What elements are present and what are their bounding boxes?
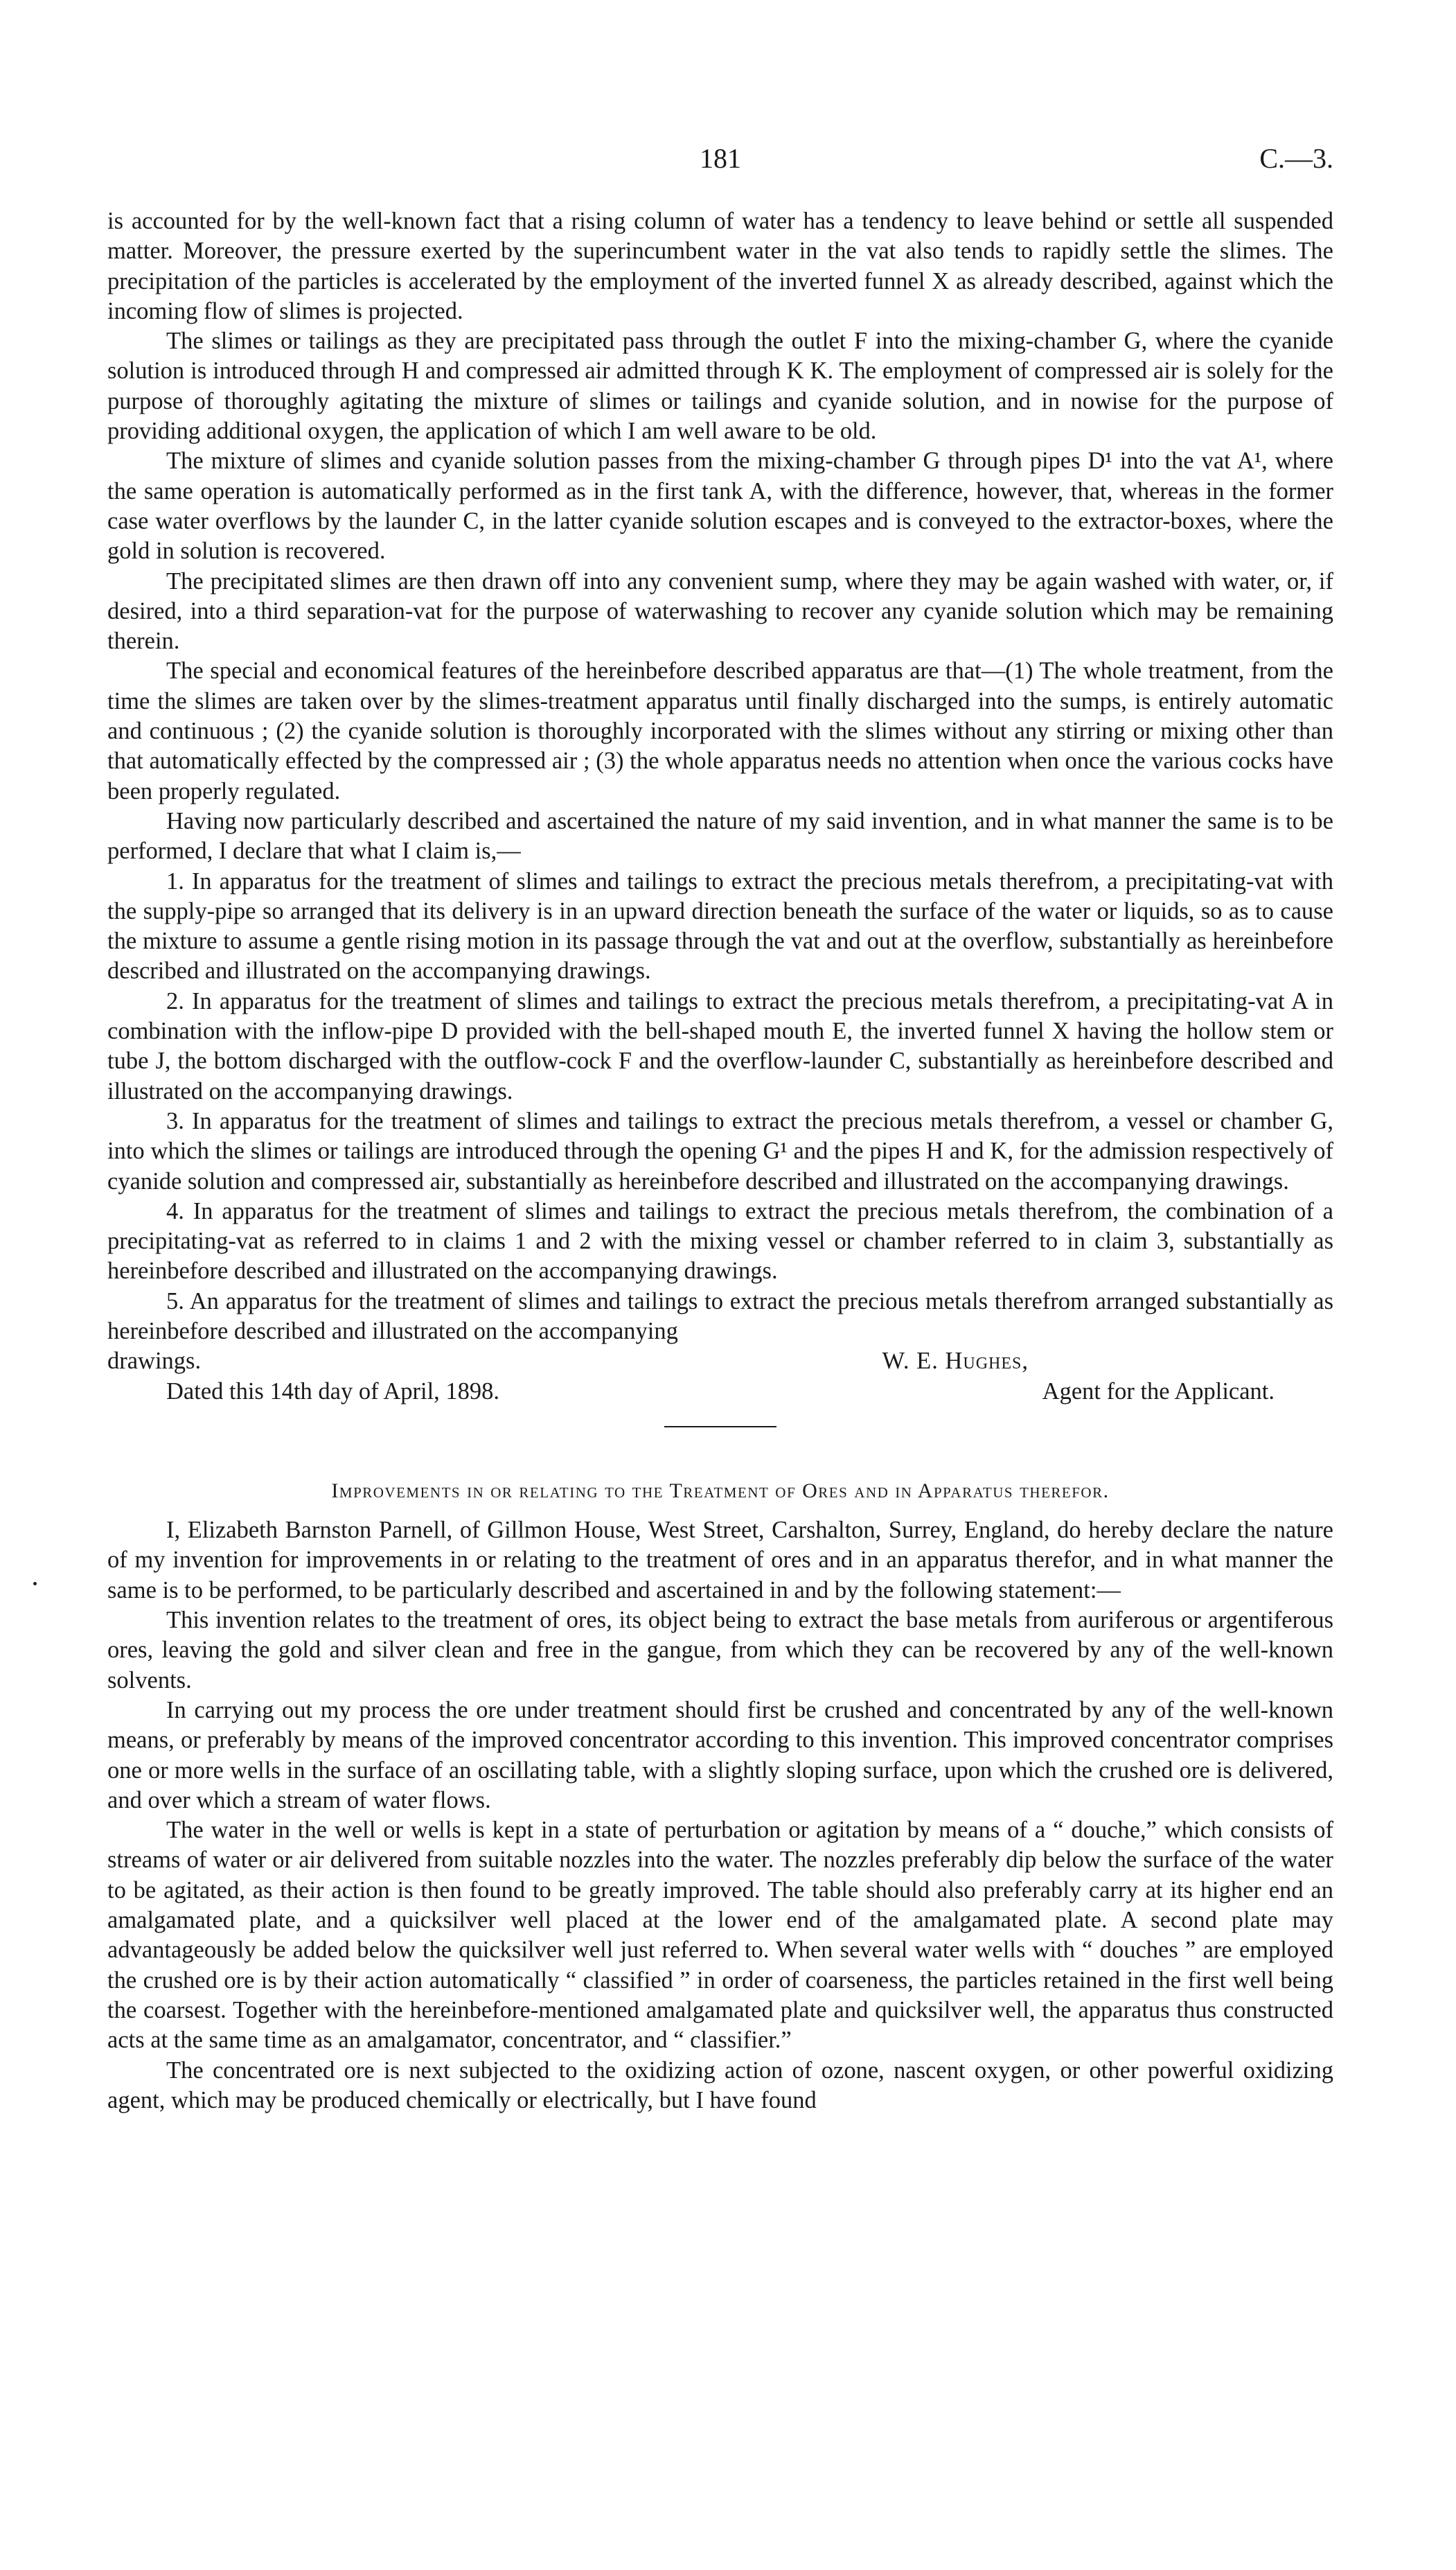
- paragraph: is accounted for by the well-known fact that a rising column of water has a tendency to leave behind or settle all suspended matter. Moreover, the pressure exerted by the superincumbent water in the vat also tends to rapidly settle the slimes. The precipitation of the particles is accelerated by the employment of the inverted funnel X as already described, against which the incoming flow of slimes is projected.: [107, 208, 1333, 324]
- signature-line-1: [107, 1346, 1333, 1376]
- section-divider: [664, 1426, 776, 1427]
- claim-paragraph: 5. An apparatus for the treatment of slimes and tailings to extract the precious metals therefrom arranged substantially as hereinbefore described and illustrated on the accompanying: [107, 1287, 1333, 1344]
- claim-paragraph: 4. In apparatus for the treatment of slimes and tailings to extract the precious metals therefrom, the combination of a precipitating-vat as referred to in claims 1 and 2 with the mixing vessel or chamber referred to in claim 3, substantially as hereinbefore described and illustrated on the accompanying drawings.: [107, 1197, 1333, 1285]
- section-title: Improvements in or relating to the Treatment of Ores and in Apparatus therefor.: [331, 1479, 1110, 1502]
- claim-paragraph: 1. In apparatus for the treatment of slimes and tailings to extract the precious metals therefrom, a precipitating-vat with the supply-pipe so arranged that its delivery is in an upward direction beneath the surface of the water or liquids, so as to cause the mixture to assume a gentle rising motion in its passage through the vat and out at the overflow, substantially as hereinbefore described and illustrated on the accompanying drawings.: [107, 868, 1333, 985]
- section-ore-treatment: [107, 1476, 1333, 2115]
- stray-mark: [33, 1582, 37, 1585]
- claim-paragraph: 3. In apparatus for the treatment of slimes and tailings to extract the precious metals therefrom, a vessel or chamber G, into which the slimes or tailings are introduced through the opening G¹ and the pipes H and K, for the admission respectively of cyanide solution and compressed air, substantially as hereinbefore described and illustrated on the accompanying drawings.: [107, 1107, 1333, 1195]
- paragraph: In carrying out my process the ore under treatment should first be crushed and concentrated by any of the well-known means, or preferably by means of the improved concentrator according to this invention. This improved concentrator comprises one or more wells in the surface of an oscillating table, with a slightly sloping surface, upon which the crushed ore is delivered, and over which a stream of water flows.: [107, 1696, 1333, 1813]
- page-body: [107, 206, 1333, 2115]
- page-reference: C.—3.: [1259, 143, 1333, 174]
- signature-line-2: [107, 1377, 1333, 1407]
- paragraph: The precipitated slimes are then drawn off into any convenient sump, where they may be again washed with water, or, if desired, into a third separation-vat for the purpose of waterwashing to recover any cyanide solution which may be remaining therein.: [107, 567, 1333, 655]
- signature-role: Agent for the Applicant.: [1042, 1378, 1275, 1405]
- signature-date: Dated this 14th day of April, 1898.: [166, 1378, 500, 1405]
- paragraph: The water in the well or wells is kept in a state of perturbation or agitation by means of a “ douche,” which consists of streams of water or air delivered from suitable nozzles into the water. The nozzles preferably dip below the surface of the water to be agitated, as their action is then found to be greatly improved. The table should also preferably carry at its higher end an amalgamated plate, and a quicksilver well placed at the lower end of the amalgamated plate. A second plate may advantageously be added below the quicksilver well just referred to. When several water wells with “ douches ” are employed the crushed ore is by their action automatically “ classified ” in order of coarseness, the particles retained in the first well being the coarsest. Together with the hereinbefore-mentioned amalgamated plate and quicksilver well, the apparatus thus constructed acts at the same time as an amalgamator, concentrator, and “ classifier.”: [107, 1817, 1333, 2054]
- paragraph: This invention relates to the treatment of ores, its object being to extract the base metals from auriferous or argentiferous ores, leaving the gold and silver clean and free in the gangue, from which they can be recovered by any of the well-known solvents.: [107, 1607, 1333, 1693]
- section-slimes-apparatus: [107, 206, 1333, 1427]
- paragraph: The slimes or tailings as they are precipitated pass through the outlet F into the mixing-chamber G, where the cyanide solution is introduced through H and compressed air admitted through K K. The employment of compressed air is solely for the purpose of thoroughly agitating the mixture of slimes or tailings and cyanide solution, and in nowise for the purpose of providing additional oxygen, the application of which I am well aware to be old.: [107, 328, 1333, 445]
- paragraph: The concentrated ore is next subjected to the oxidizing action of ozone, nascent oxygen, or other powerful oxidizing agent, which may be produced chemically or electrically, but I have found: [107, 2057, 1333, 2113]
- signature-name: W. E. Hughes,: [882, 1348, 1029, 1375]
- paragraph: The mixture of slimes and cyanide solution passes from the mixing-chamber G through pipes D¹ into the vat A¹, where the same operation is automatically performed as in the first tank A, with the difference, however, that, whereas in the former case water overflows by the launder C, in the latter cyanide solution escapes and is conveyed to the extractor-boxes, where the gold in solution is recovered.: [107, 448, 1333, 565]
- paragraph: I, Elizabeth Barnston Parnell, of Gillmon House, West Street, Carshalton, Surrey, England, do hereby declare the nature of my invention for improvements in or relating to the treatment of ores and in an apparatus therefor, and in what manner the same is to be performed, to be particularly described and ascertained in and by the following statement:—: [107, 1517, 1333, 1603]
- page-number: 181: [700, 143, 741, 174]
- signature-drawings-text: drawings.: [107, 1348, 202, 1375]
- page-header: [107, 142, 1333, 184]
- paragraph: The special and economical features of the hereinbefore described apparatus are that—(1) The whole treatment, from the time the slimes are taken over by the slimes-treatment apparatus until finally discharged into the sumps, is entirely automatic and continuous ; (2) the cyanide solution is thoroughly incorporated with the slimes without any stirring or mixing other than that automatically effected by the compressed air ; (3) the whole apparatus needs no attention when once the various cocks have been properly regulated.: [107, 658, 1333, 804]
- paragraph: Having now particularly described and ascertained the nature of my said invention, and in what manner the same is to be performed, I declare that what I claim is,—: [107, 807, 1333, 865]
- claim-paragraph: 2. In apparatus for the treatment of slimes and tailings to extract the precious metals therefrom, a precipitating-vat A in combination with the inflow-pipe D provided with the bell-shaped mouth E, the inverted funnel X having the hollow stem or tube J, the bottom discharged with the outflow-cock F and the overflow-launder C, substantially as hereinbefore described and illustrated on the accompanying drawings.: [107, 987, 1333, 1104]
